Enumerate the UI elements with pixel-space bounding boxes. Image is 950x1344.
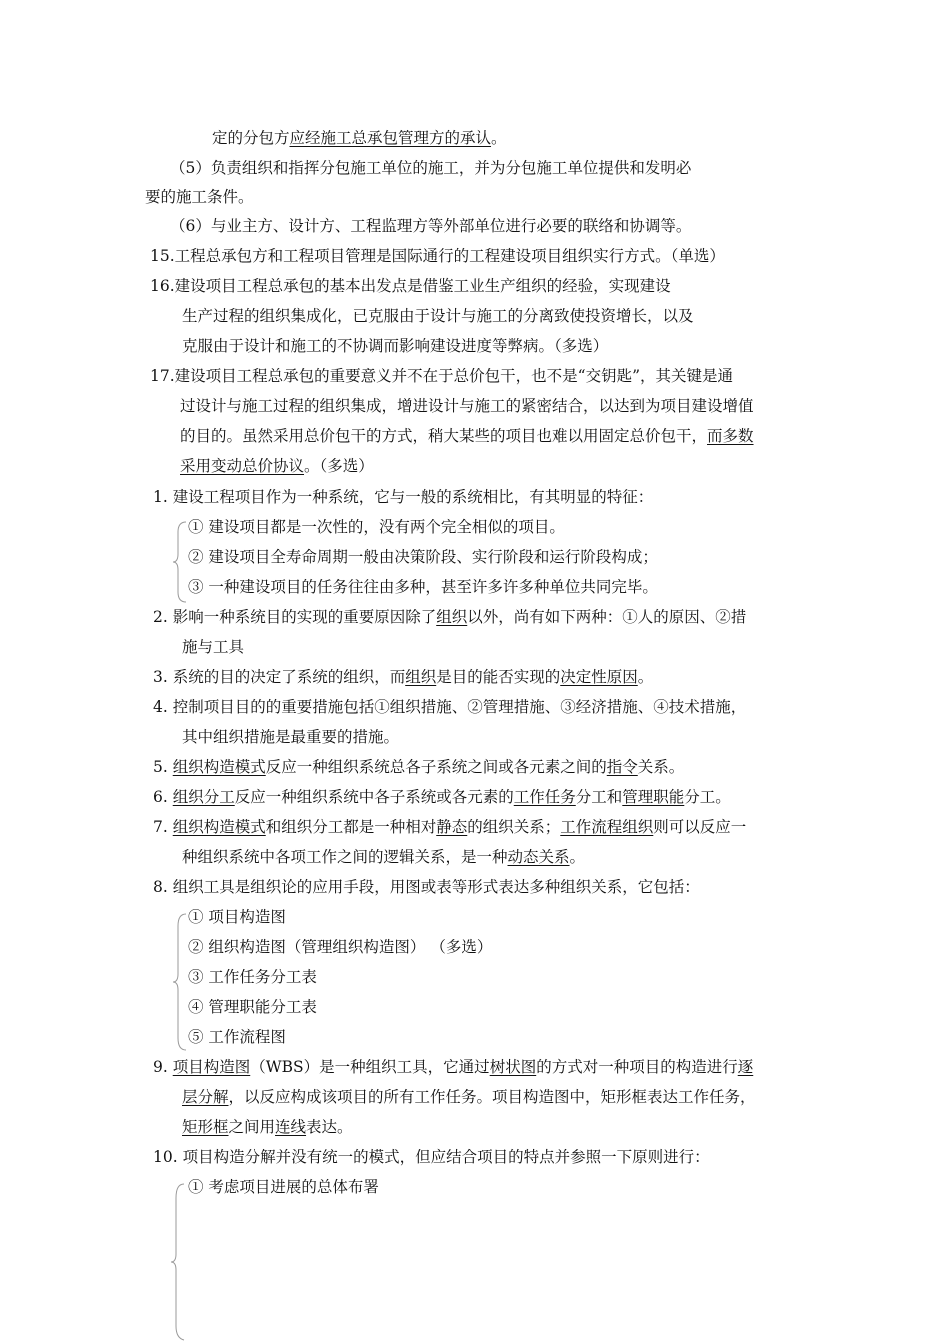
text-span: 1. 建设工程项目作为一种系统，它与一般的系统相比，有其明显的特征：: [153, 488, 654, 506]
underlined-term: 决定性原因: [560, 668, 638, 686]
underlined-term: 指令: [606, 758, 638, 776]
text-span: ① 建设项目都是一次性的，没有两个完全相似的项目。: [188, 518, 565, 536]
text-span: ① 项目构造图: [188, 908, 286, 926]
text-span: 之间用: [228, 1118, 276, 1136]
text-line: [182, 1117, 353, 1137]
text-line: [182, 847, 585, 867]
underlined-term: 采用变动总价协议: [180, 457, 305, 475]
text-span: 分工。: [684, 788, 731, 806]
text-line: [153, 877, 700, 897]
text-span: 种组织系统中各项工作之间的逻辑关系，是一种: [182, 848, 508, 866]
text-span: 其中组织措施是最重要的措施。: [182, 728, 400, 746]
text-span: 。: [491, 129, 507, 147]
text-span: 。（多选）: [304, 457, 374, 475]
text-line: [188, 967, 317, 987]
text-line: [150, 366, 733, 386]
text-span: 的目的。虽然采用总价包干的方式，稍大某些的项目也难以用固定总价包干，: [180, 427, 708, 445]
text-span: ，以反应构成该项目的所有工作任务。项目构造图中，矩形框表达工作任务，: [228, 1088, 756, 1106]
text-span: 的组织关系；: [467, 818, 561, 836]
text-span: ② 组织构造图（管理组织构造图） （多选）: [188, 938, 493, 956]
text-line: [180, 456, 374, 476]
text-line: [153, 1147, 710, 1167]
text-span: 5.: [153, 758, 173, 776]
text-span: 要的施工条件。: [145, 188, 254, 206]
underlined-term: 逐: [737, 1058, 754, 1076]
text-line: [150, 276, 671, 296]
text-line: [145, 187, 254, 207]
text-span: 分工和: [575, 788, 623, 806]
underlined-term: 组织: [405, 668, 437, 686]
text-line: [153, 667, 653, 687]
text-line: [188, 1177, 379, 1197]
text-span: 7.: [153, 818, 173, 836]
text-span: 4. 控制项目目的的重要措施包括①组织措施、②管理措施、③经济措施、④技术措施，: [153, 698, 747, 716]
underlined-term: 组织构造模式: [172, 758, 266, 776]
text-span: 15.工程总承包方和工程项目管理是国际通行的工程建设项目组织实行方式。（单选）: [150, 247, 725, 265]
text-span: 是目的能否实现的: [436, 668, 561, 686]
text-line: [212, 128, 507, 148]
text-span: 。: [569, 848, 586, 866]
text-line: [153, 1057, 753, 1077]
text-line: [182, 306, 694, 326]
text-line: [188, 547, 658, 567]
text-span: （5）负责组织和指挥分包施工单位的施工，并为分包施工单位提供和发明必: [170, 159, 692, 177]
text-line: [188, 517, 565, 537]
text-span: 关系。: [637, 758, 685, 776]
text-span: 过设计与施工过程的组织集成，增进设计与施工的紧密结合，以达到为项目建设增值: [180, 397, 754, 415]
text-line: [153, 607, 746, 627]
text-span: 以外，尚有如下两种：①人的原因、②措: [467, 608, 747, 626]
brace-features: [172, 520, 188, 604]
underlined-term: 静态: [436, 818, 468, 836]
text-line: [153, 487, 653, 507]
text-span: 则可以反应一: [653, 818, 747, 836]
text-span: 2. 影响一种系统目的实现的重要原因除了: [153, 608, 437, 626]
text-span: 16.建设项目工程总承包的基本出发点是借鉴工业生产组织的经验，实现建设: [150, 277, 671, 295]
text-span: 的方式对一种项目的构造进行: [536, 1058, 738, 1076]
text-span: 6.: [153, 788, 173, 806]
text-span: ③ 一种建设项目的任务往往由多种，甚至许多许多种单位共同完毕。: [188, 578, 658, 596]
text-line: [182, 336, 608, 356]
underlined-term: 项目构造图: [172, 1058, 251, 1076]
text-line: [188, 997, 317, 1017]
text-span: 17.建设项目工程总承包的重要意义并不在于总价包干，也不是“交钥匙”，其关键是通: [150, 367, 734, 385]
text-span: 10. 项目构造分解并没有统一的模式，但应结合项目的特点并参照一下原则进行：: [153, 1148, 710, 1166]
text-line: [170, 216, 691, 236]
text-line: [188, 907, 286, 927]
text-span: ① 考虑项目进展的总体布署: [188, 1178, 379, 1196]
text-line: [188, 577, 658, 597]
underlined-term: 矩形框: [182, 1118, 229, 1136]
text-span: 和组织分工都是一种相对: [265, 818, 437, 836]
underlined-term: 动态关系: [507, 848, 570, 866]
underlined-term: 组织分工: [172, 788, 235, 806]
text-span: 表达。: [306, 1118, 353, 1136]
text-span: 反应一种组织系统总各子系统之间或各元素之间的: [265, 758, 607, 776]
text-span: （6）与业主方、设计方、工程监理方等外部单位进行必要的联络和协调等。: [170, 217, 692, 235]
underlined-term: 层分解: [182, 1088, 229, 1106]
text-span: ③ 工作任务分工表: [188, 968, 317, 986]
text-span: 反应一种组织系统中各子系统或各元素的: [234, 788, 514, 806]
text-line: [153, 787, 731, 807]
underlined-term: 应经施工总承包管理方的承认: [289, 129, 492, 147]
text-span: ④ 管理职能分工表: [188, 998, 317, 1016]
text-line: [182, 727, 399, 747]
text-line: [180, 396, 754, 416]
text-span: ② 建设项目全寿命周期一般由决策阶段、实行阶段和运行阶段构成；: [188, 548, 658, 566]
text-span: ⑤ 工作流程图: [188, 1028, 286, 1046]
text-line: [188, 1027, 286, 1047]
text-span: 3. 系统的目的决定了系统的组织，而: [153, 668, 406, 686]
text-line: [153, 817, 746, 837]
text-line: [188, 937, 492, 957]
underlined-term: 组织: [436, 608, 468, 626]
brace-wbs-principles: [170, 1182, 186, 1344]
text-line: [182, 637, 244, 657]
text-line: [170, 158, 691, 178]
text-span: 克服由于设计和施工的不协调而影响建设进度等弊病。（多选）: [182, 337, 609, 355]
underlined-term: 连线: [275, 1118, 307, 1136]
text-line: [153, 697, 746, 717]
text-span: 施与工具: [182, 638, 245, 656]
text-span: 9.: [153, 1058, 173, 1076]
underlined-term: 工作任务: [513, 788, 576, 806]
text-line: [150, 246, 725, 266]
underlined-term: 管理职能: [622, 788, 685, 806]
underlined-term: 组织构造模式: [172, 818, 266, 836]
underlined-term: 树状图: [489, 1058, 537, 1076]
underlined-term: 而多数: [707, 427, 754, 445]
text-line: [182, 1087, 756, 1107]
text-line: [153, 757, 684, 777]
underlined-term: 工作流程组织: [560, 818, 654, 836]
text-span: 8. 组织工具是组织论的应用手段，用图或表等形式表达多种组织关系，它包括：: [153, 878, 700, 896]
brace-org-tools: [172, 912, 188, 1052]
text-line: [180, 426, 754, 446]
text-span: 生产过程的组织集成化，已克服由于设计与施工的分离致使投资增长，以及: [182, 307, 694, 325]
text-span: （WBS）是一种组织工具，它通过: [250, 1058, 490, 1076]
text-span: 定的分包方: [212, 129, 290, 147]
text-span: 。: [637, 668, 654, 686]
